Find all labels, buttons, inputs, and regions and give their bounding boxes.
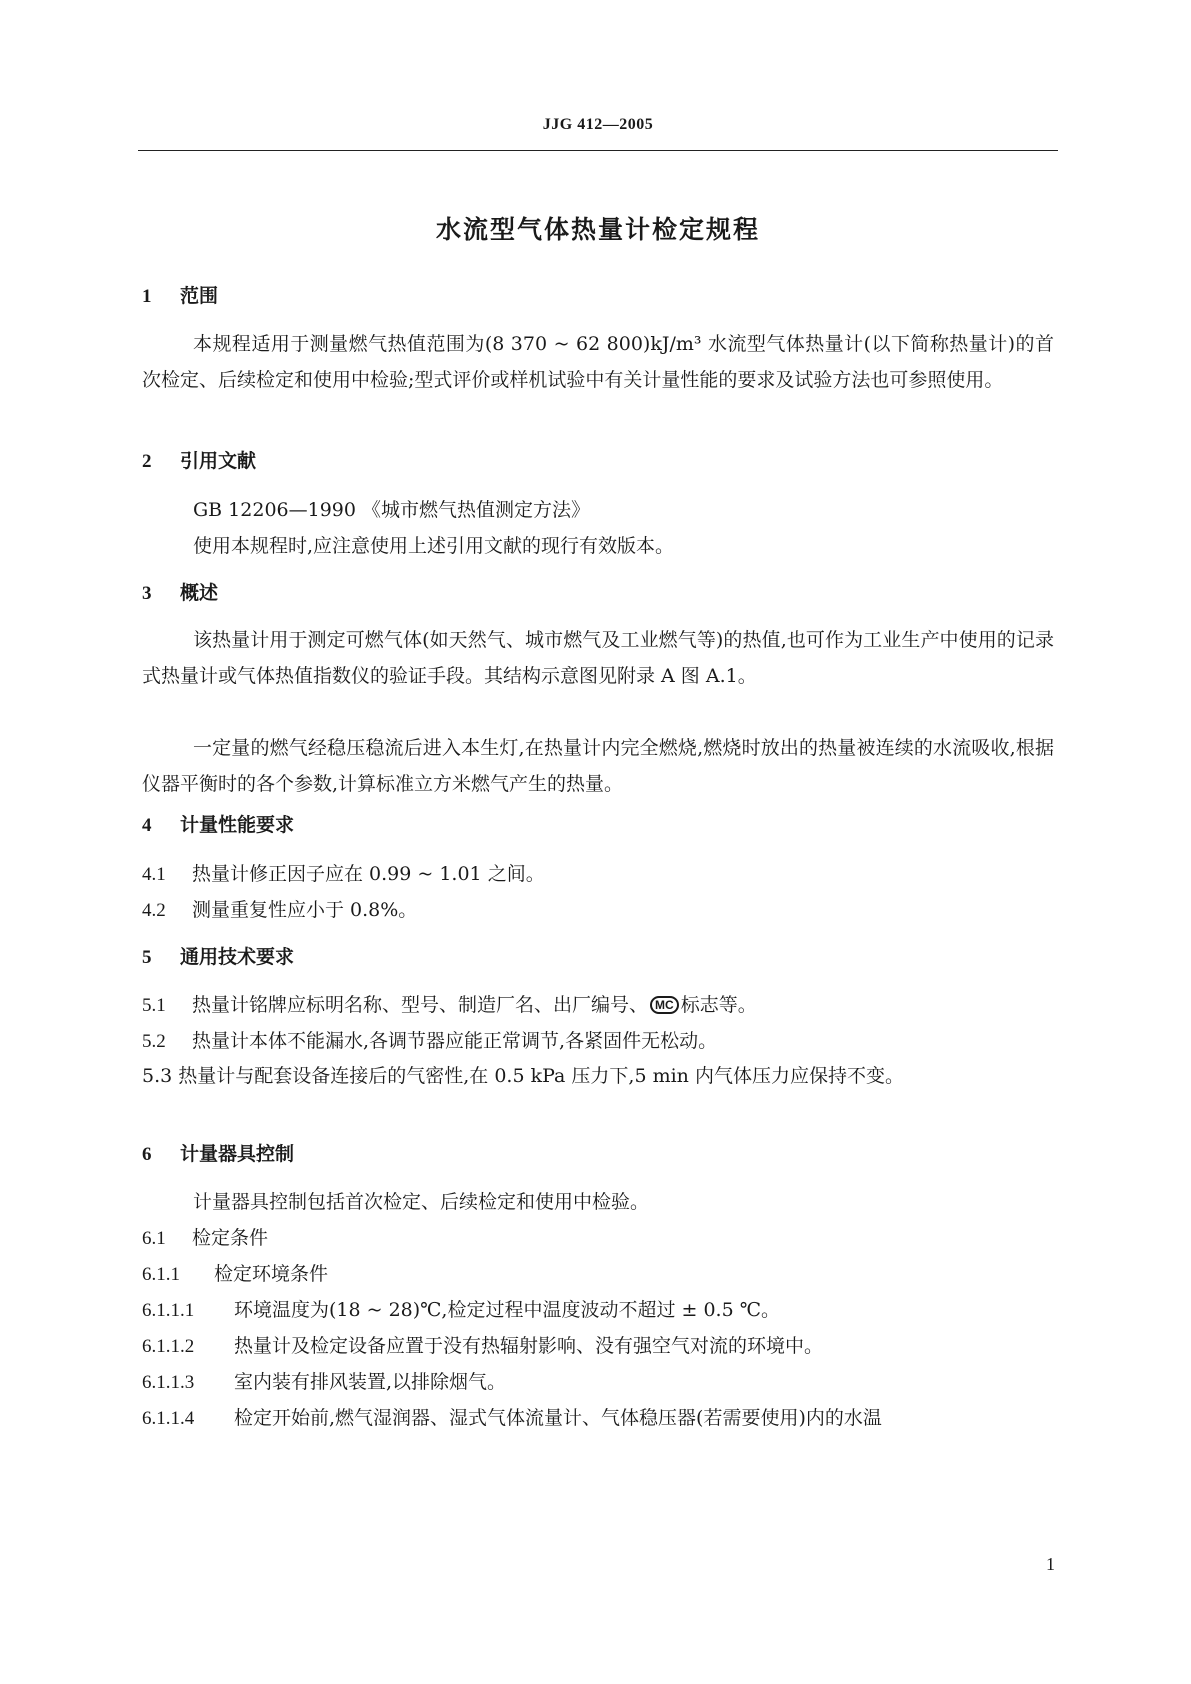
clause-text: 室内装有排风装置,以排除烟气。 bbox=[234, 1371, 507, 1393]
header-rule bbox=[138, 150, 1058, 151]
section-1-body: 本规程适用于测量燃气热值范围为(8 370 ~ 62 800)kJ/m³ 水流型气体热量计(以下简称热量计)的首次检定、后续检定和使用中检验;型式评价或样机试验中有关计量性能的要求及试验方法也可参照使用。 bbox=[142, 333, 1054, 391]
clause-text: 测量重复性应小于 0.8%。 bbox=[192, 899, 418, 921]
clause-number: 4.1 bbox=[142, 864, 166, 885]
clause-text: 热量计铭牌应标明名称、型号、制造厂名、出厂编号、 bbox=[192, 994, 649, 1016]
section-title: 计量性能要求 bbox=[180, 814, 295, 836]
clause-6-1-1-1 bbox=[142, 1298, 1054, 1323]
clause-number: 4.2 bbox=[142, 900, 166, 921]
section-number: 6 bbox=[142, 1144, 152, 1165]
clause-text: 检定环境条件 bbox=[214, 1263, 329, 1285]
clause-6-1 bbox=[142, 1226, 1054, 1251]
clause-6-1-1-2 bbox=[142, 1334, 1054, 1359]
reference-entry: GB 12206—1990 《城市燃气热值测定方法》 bbox=[193, 499, 591, 521]
clause-number: 5.2 bbox=[142, 1031, 166, 1052]
clause-text: 标志等。 bbox=[680, 994, 757, 1016]
section-3-paragraph-1: 该热量计用于测定可燃气体(如天然气、城市燃气及工业燃气等)的热值,也可作为工业生产中使用的记录式热量计或气体热值指数仪的验证手段。其结构示意图见附录 A 图 A.1。 bbox=[142, 629, 1054, 687]
clause-text: 热量计及检定设备应置于没有热辐射影响、没有强空气对流的环境中。 bbox=[234, 1335, 824, 1357]
section-title: 概述 bbox=[180, 582, 219, 604]
section-6-heading bbox=[142, 1142, 294, 1167]
section-number: 3 bbox=[142, 583, 152, 604]
document-title: 水流型气体热量计检定规程 bbox=[435, 215, 760, 244]
section-3-heading bbox=[142, 581, 218, 606]
clause-number: 6.1.1 bbox=[142, 1264, 180, 1285]
page-number: 1 bbox=[1046, 1554, 1055, 1574]
clause-4-2 bbox=[142, 898, 1054, 923]
section-6-intro: 计量器具控制包括首次检定、后续检定和使用中检验。 bbox=[193, 1191, 650, 1213]
section-3-paragraph-2: 一定量的燃气经稳压稳流后进入本生灯,在热量计内完全燃烧,燃烧时放出的热量被连续的水流吸收,根据仪器平衡时的各个参数,计算标准立方米燃气产生的热量。 bbox=[142, 737, 1054, 795]
clause-number: 6.1.1.2 bbox=[142, 1336, 195, 1357]
clause-text: 热量计修正因子应在 0.99 ~ 1.01 之间。 bbox=[192, 863, 545, 885]
section-number: 4 bbox=[142, 815, 152, 836]
section-number: 2 bbox=[142, 451, 152, 472]
clause-6-1-1-4 bbox=[142, 1406, 1054, 1431]
clause-text: 环境温度为(18 ~ 28)℃,检定过程中温度波动不超过 ± 0.5 ℃。 bbox=[234, 1299, 780, 1321]
section-title: 计量器具控制 bbox=[180, 1143, 295, 1165]
clause-6-1-1-3 bbox=[142, 1370, 1054, 1395]
clause-5-2 bbox=[142, 1029, 1054, 1054]
running-header: JJG 412—2005 bbox=[542, 116, 654, 133]
section-4-heading bbox=[142, 813, 294, 838]
clause-number: 6.1.1.4 bbox=[142, 1408, 195, 1429]
clause-text: 热量计本体不能漏水,各调节器应能正常调节,各紧固件无松动。 bbox=[192, 1030, 718, 1052]
clause-4-1 bbox=[142, 862, 1054, 887]
clause-number: 6.1.1.3 bbox=[142, 1372, 195, 1393]
section-title: 引用文献 bbox=[180, 450, 257, 472]
clause-5-3: 5.3 热量计与配套设备连接后的气密性,在 0.5 kPa 压力下,5 min 内气体压力应保持不变。 bbox=[142, 1065, 904, 1087]
section-2-heading bbox=[142, 449, 256, 474]
section-title: 通用技术要求 bbox=[180, 946, 295, 968]
reference-note: 使用本规程时,应注意使用上述引用文献的现行有效版本。 bbox=[193, 535, 675, 557]
section-number: 1 bbox=[142, 286, 152, 307]
clause-6-1-1 bbox=[142, 1262, 1054, 1287]
clause-text: 检定条件 bbox=[192, 1227, 269, 1249]
section-title: 范围 bbox=[180, 285, 219, 307]
mc-mark-icon: MC bbox=[650, 996, 679, 1014]
section-5-heading bbox=[142, 945, 294, 970]
section-number: 5 bbox=[142, 947, 152, 968]
section-1-heading bbox=[142, 284, 218, 309]
clause-number: 6.1 bbox=[142, 1228, 166, 1249]
clause-number: 6.1.1.1 bbox=[142, 1300, 195, 1321]
clause-text: 检定开始前,燃气湿润器、湿式气体流量计、气体稳压器(若需要使用)内的水温 bbox=[234, 1407, 882, 1429]
clause-number: 5.1 bbox=[142, 995, 166, 1016]
clause-5-1 bbox=[142, 993, 1054, 1018]
